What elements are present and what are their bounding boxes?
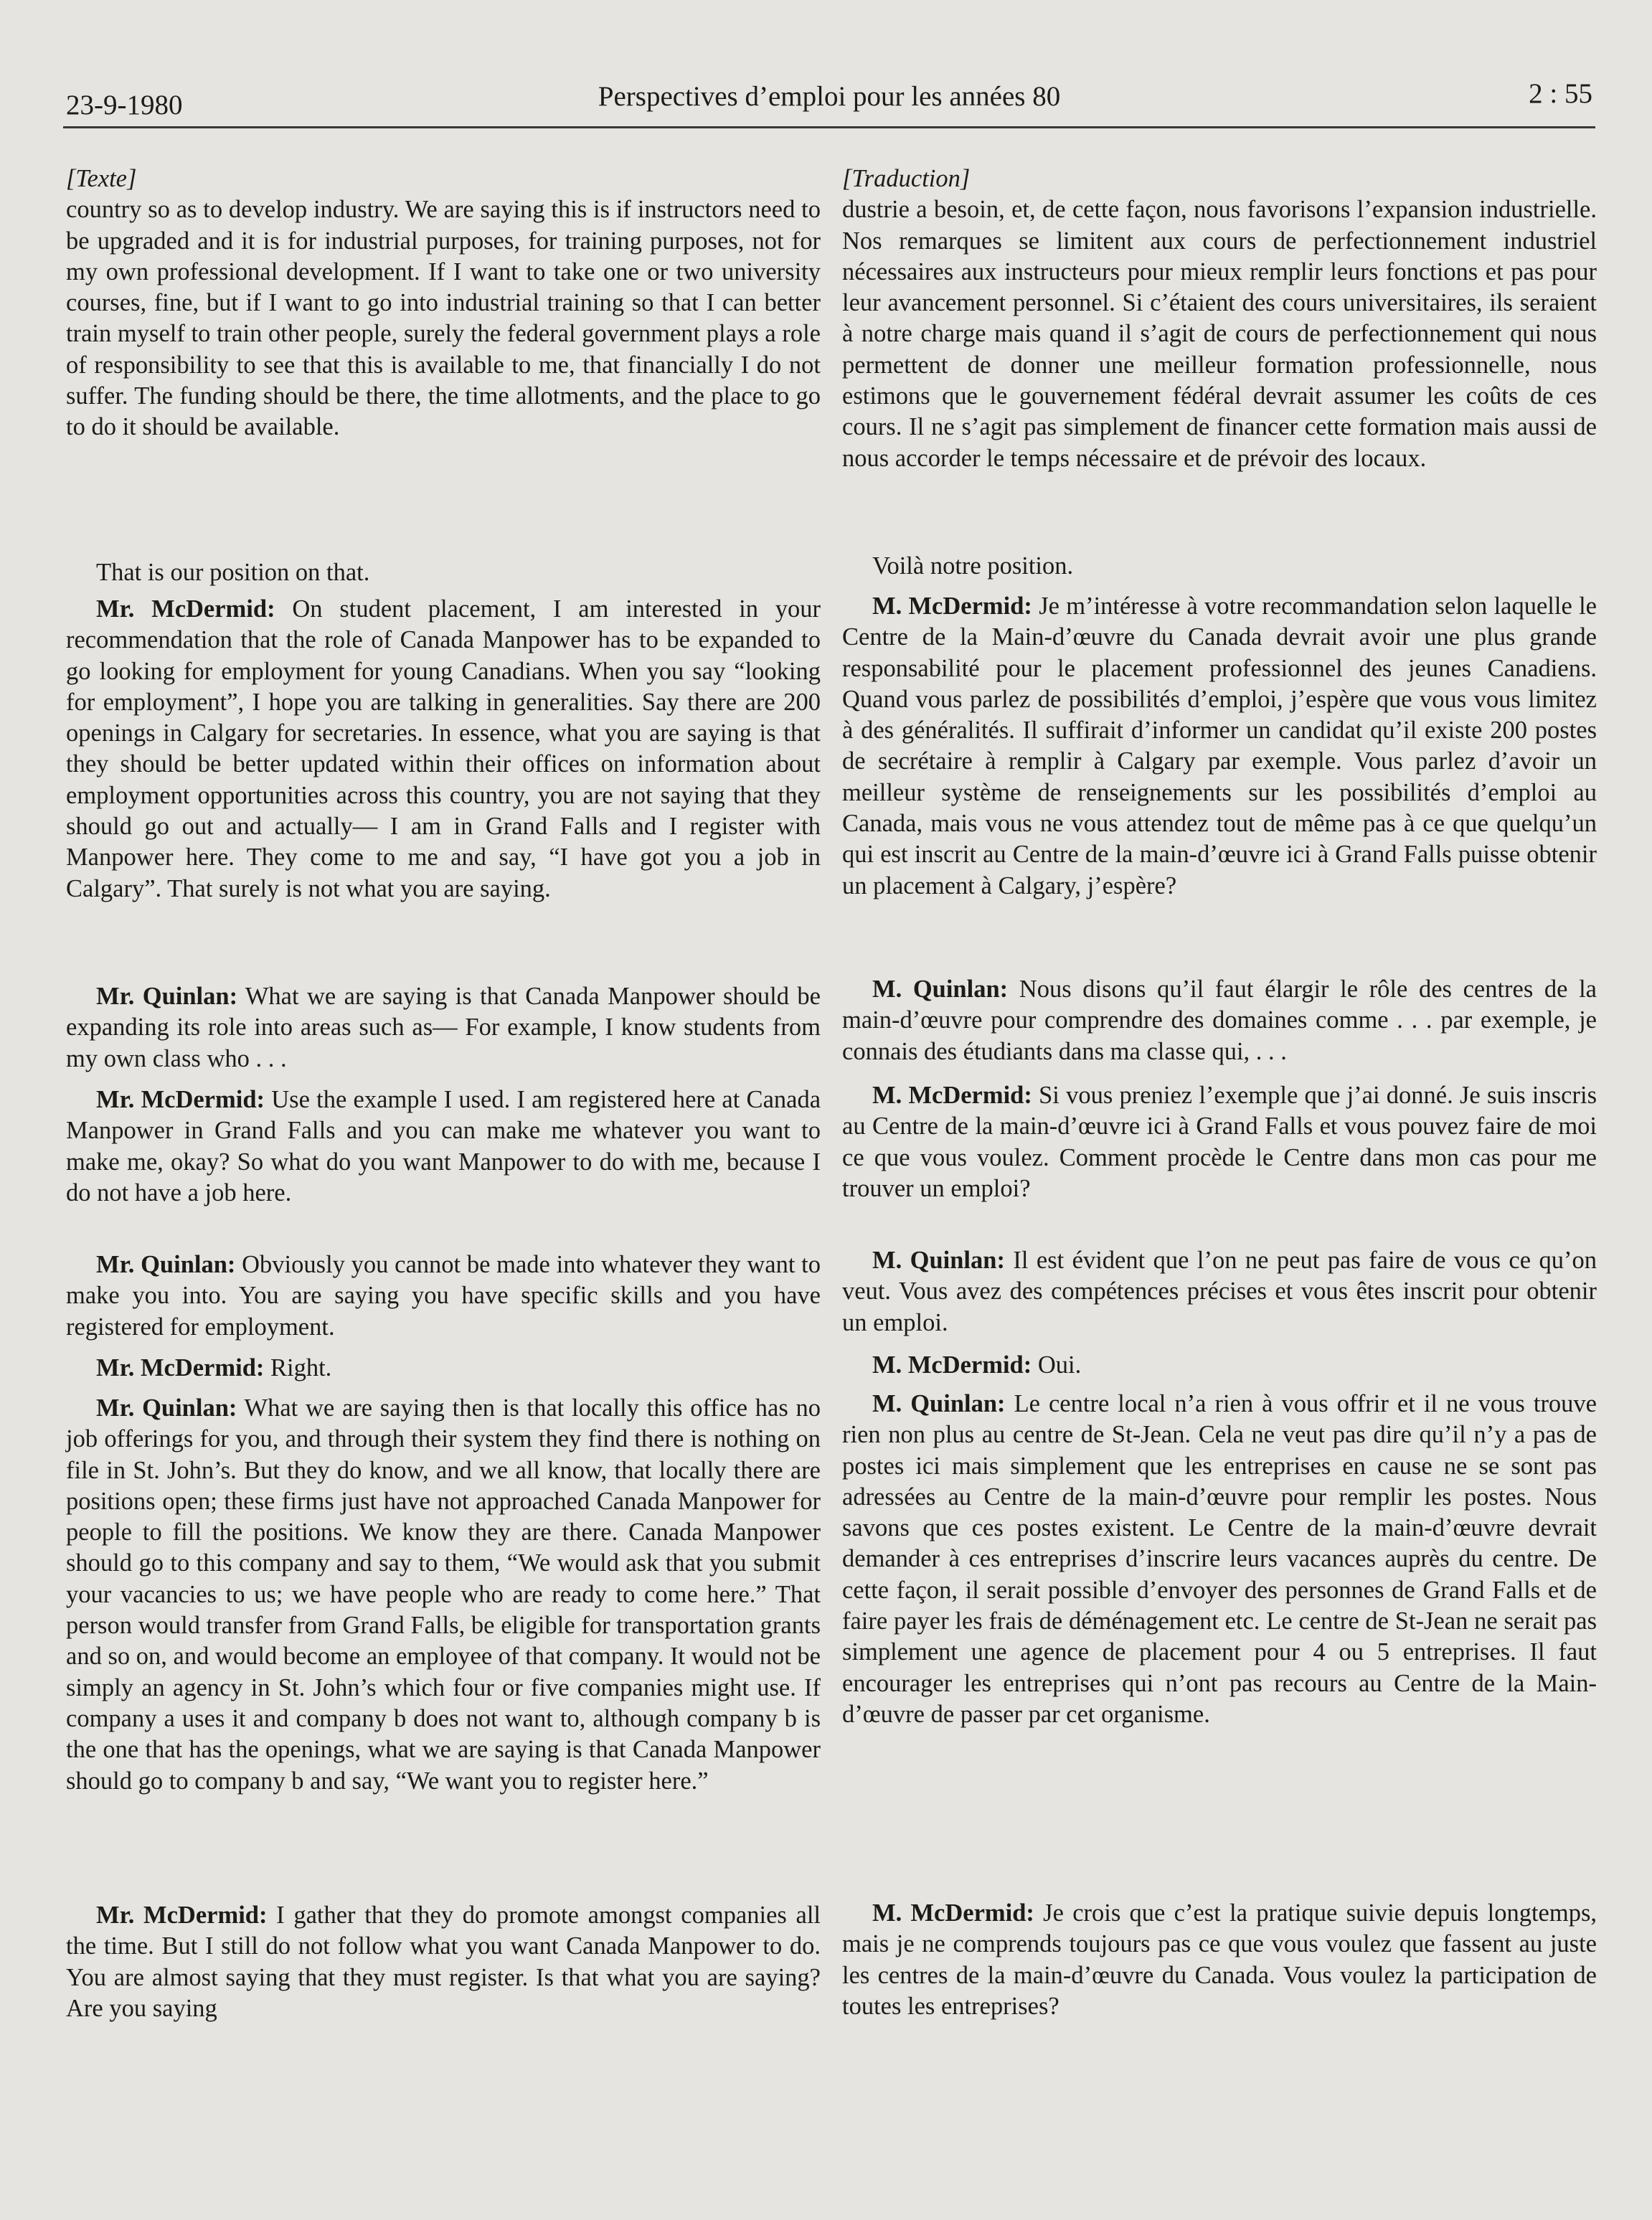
french-speech-paragraph bbox=[842, 1245, 1597, 1338]
english-speech-paragraph bbox=[66, 1085, 821, 1209]
french-speech-paragraph bbox=[842, 1080, 1597, 1204]
speaker-name: Mr. McDermid: bbox=[96, 1902, 268, 1929]
english-speech-paragraph bbox=[66, 1353, 821, 1384]
speech-text: Right. bbox=[264, 1354, 332, 1381]
speaker-name: M. McDermid: bbox=[872, 592, 1032, 620]
speaker-name: Mr. Quinlan: bbox=[96, 983, 238, 1010]
speaker-name: M. Quinlan: bbox=[872, 1247, 1005, 1274]
speech-text: Use the example I used. I am registered here at Canada Manpower in Grand Falls and you can make me whatever you want to make me, okay? So what do you want Manpower to do with me, because I do not have a job here. bbox=[66, 1086, 821, 1206]
speech-text: Le centre local n’a rien à vous offrir et il ne vous trouve rien non plus au centre de St-Jean. Cela ne veut pas dire qu’il n’y a pas de postes ici mais simplement que les entreprises en cause ne se sont pas adressées au Centre de la main-d’œuvre pour remplir les postes. Nous savons que ces postes existent. Le Centre de la main-d’œuvre devrait demander à ces entreprises d’inscrire leurs vacances auprès du centre. De cette façon, il serait possible d’envoyer des personnes de Grand Falls et de faire payer les frais de déménagement etc. Le centre de St-Jean ne serait pas simplement une agence de placement pour 4 ou 5 entreprises. Il faut encourager les entreprises qui n’ont pas recours au Centre de la Main-d’œuvre de passer par cet organisme. bbox=[842, 1390, 1597, 1728]
english-paragraph: country so as to develop industry. We are saying this is if instructors need to be upgraded and it is for industrial purposes, for training purposes, not for my own professional development. If I want to take one or two university courses, fine, but if I want to go into industrial training so that I can better train myself to train other people, surely the federal government plays a role of responsibility to see that this is available to me, that financially I do not suffer. The funding should be there, the time allotments, and the place to go to do it should be available. bbox=[66, 196, 821, 441]
speaker-name: Mr. McDermid: bbox=[96, 595, 275, 623]
speaker-name: Mr. Quinlan: bbox=[96, 1251, 236, 1278]
page-header bbox=[66, 77, 1592, 129]
speaker-name: M. Quinlan: bbox=[872, 1390, 1006, 1417]
speech-text: Je m’intéresse à votre recommandation selon laquelle le Centre de la Main-d’œuvre du Canada devrait avoir une plus grande responsabilité pour le placement professionnel des jeunes Canadiens. Quand vous parlez de possibilités d’emploi, j’espère que vous vous limitez à des généralités. Il suffirait d’informer un candidat qu’il existe 200 postes de secrétaire à remplir à Calgary par exemple. Vous parlez d’avoir un meilleur système de renseignements sur les possibilités d’emploi au Canada, mais vous ne vous attendez tout de même pas à ce que quelqu’un qui est inscrit au Centre de la main-d’œuvre ici à Grand Falls puisse obtenir un placement à Calgary, j’espère? bbox=[842, 592, 1597, 899]
english-speech-paragraph bbox=[66, 981, 821, 1074]
speech-text: Nous disons qu’il faut élargir le rôle des centres de la main-d’œuvre pour comprendre des domaines comme . . . par exemple, je connais des étudiants dans ma classe qui, . . . bbox=[842, 976, 1597, 1065]
english-section-label: [Texte] bbox=[66, 165, 137, 192]
header-date: 23-9-1980 bbox=[66, 90, 183, 121]
french-text-block bbox=[842, 164, 1597, 474]
speaker-name: Mr. Quinlan: bbox=[96, 1394, 237, 1422]
speaker-name: M. McDermid: bbox=[872, 1082, 1032, 1109]
speech-text: Si vous preniez l’exemple que j’ai donné. Je suis inscris au Centre de la main-d’œuvre ici à Grand Falls et vous pouvez faire de moi ce que vous voulez. Comment procède le Centre dans mon cas pour me trouver un emploi? bbox=[842, 1082, 1597, 1202]
header-rule bbox=[63, 126, 1595, 128]
english-speech-paragraph bbox=[66, 1900, 821, 2024]
french-speech-paragraph bbox=[842, 974, 1597, 1067]
english-speech-paragraph bbox=[66, 1250, 821, 1343]
speech-text: On student placement, I am interested in your recommendation that the role of Canada Manpower has to be expanded to go looking for employment for young Canadians. When you say “looking for employment”, I hope you are talking in generalities. Say there are 200 openings in Calgary for secretaries. In essence, what you are saying is that they should be better updated within their offices on information about employment opportunities across this country, you are not saying that they should go out and actually— I am in Grand Falls and I register with Manpower here. They come to me and say, “I have got you a job in Calgary”. That surely is not what you are saying. bbox=[66, 595, 821, 902]
speech-text: Oui. bbox=[1032, 1351, 1082, 1379]
french-speech-paragraph bbox=[842, 1350, 1597, 1381]
english-speech-paragraph bbox=[66, 1393, 821, 1797]
speech-text: Il est évident que l’on ne peut pas faire de vous ce qu’on veut. Vous avez des compétences précises et vous êtes inscrit pour obtenir un emploi. bbox=[842, 1247, 1597, 1336]
speaker-name: M. Quinlan: bbox=[872, 976, 1009, 1003]
speech-text: Obviously you cannot be made into whatever they want to make you into. You are saying you have specific skills and you have registered for employment. bbox=[66, 1251, 821, 1341]
speaker-name: Mr. McDermid: bbox=[96, 1354, 265, 1381]
french-paragraph: dustrie a besoin, et, de cette façon, nous favorisons l’expansion industrielle. Nos remarques se limitent aux cours de perfectionnement industriel nécessaires aux instructeurs pour mieux remplir leurs fonctions et pas pour leur avancement personnel. Si c’étaient des cours universitaires, ils seraient à notre charge mais quand il s’agit de cours de perfectionnement qui nous permettent de donner une meilleur formation professionnelle, nous estimons que le gouvernement fédéral devrait assumer les coûts de ces cours. Il ne s’agit pas simplement de financer cette formation mais aussi de nous accorder le temps nécessaire et de prévoir des locaux. bbox=[842, 196, 1597, 472]
speaker-name: M. McDermid: bbox=[872, 1899, 1034, 1927]
speech-text: I gather that they do promote amongst companies all the time. But I still do not follow what you want Canada Manpower to do. You are almost saying that they must register. Is that what you are saying? Are you saying bbox=[66, 1902, 821, 2022]
speaker-name: M. McDermid: bbox=[872, 1351, 1032, 1379]
speech-text: What we are saying then is that locally this office has no job offerings for you, and through their system they find there is nothing on file in St. John’s. But they do know, and we all know, that locally there are positions open; these firms just have not approached Canada Manpower for people to fill the positions. We know they are there. Canada Manpower should go to this company and say to them, “We would ask that you submit your vacancies to us; we have people who are ready to come here.” That person would transfer from Grand Falls, be eligible for transportation grants and so on, and would become an employee of that company. It would not be simply an agency in St. John’s which four or five companies might use. If company a uses it and company b does not want to, although company b is the one that has the openings, what we are saying is that Canada Manpower should go to company b and say, “We want you to register here.” bbox=[66, 1394, 821, 1795]
english-paragraph: That is our position on that. bbox=[96, 559, 370, 586]
speaker-name: Mr. McDermid: bbox=[96, 1086, 265, 1113]
header-page-number: 2 : 55 bbox=[1529, 78, 1592, 109]
french-speech-paragraph bbox=[842, 1898, 1597, 2022]
header-title: Perspectives d’emploi pour les années 80 bbox=[598, 81, 1061, 112]
english-speech-paragraph bbox=[66, 594, 821, 904]
french-speech-paragraph bbox=[842, 1389, 1597, 1730]
speech-text: Je crois que c’est la pratique suivie depuis longtemps, mais je ne comprends toujours pas ce que vous voulez que fassent au juste les centres de la main-d’œuvre du Canada. Vous voulez la participation de toutes les entreprises? bbox=[842, 1899, 1597, 2020]
french-paragraph: Voilà notre position. bbox=[872, 552, 1074, 580]
french-section-label: [Traduction] bbox=[842, 165, 971, 192]
english-text-block bbox=[66, 164, 821, 443]
speech-text: What we are saying is that Canada Manpower should be expanding its role into areas such as— For example, I know students from my own class who . . . bbox=[66, 983, 821, 1072]
french-speech-paragraph bbox=[842, 591, 1597, 902]
